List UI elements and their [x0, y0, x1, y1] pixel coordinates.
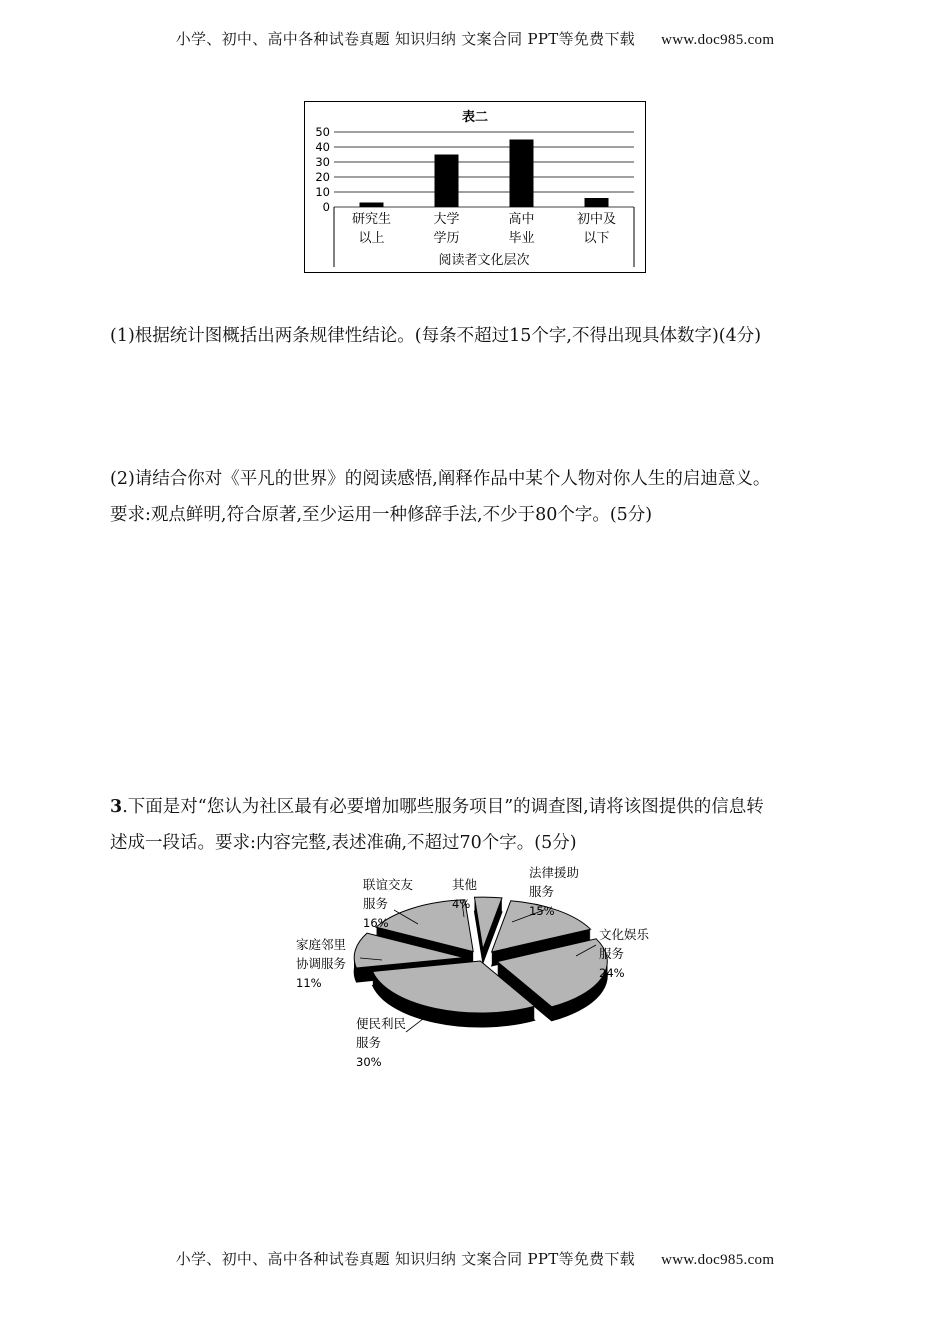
pie-slice-percent: 4% [452, 897, 471, 911]
question-3-line-1 [110, 789, 850, 825]
x-tick-label: 以下 [583, 231, 610, 246]
pie-slice-label: 法律援助 [529, 865, 580, 880]
pie-slice-percent: 30% [356, 1055, 382, 1069]
pie-slice-label: 服务 [599, 946, 625, 961]
bar-chart [304, 101, 646, 273]
bar [360, 203, 384, 208]
pie-slice-label: 文化娱乐 [599, 927, 650, 942]
x-tick-label: 高中 [508, 212, 535, 227]
chart-title: 表二 [461, 110, 489, 125]
y-tick-label: 20 [315, 170, 330, 184]
pie-slice-label: 服务 [529, 884, 555, 899]
x-tick-label: 学历 [433, 231, 460, 246]
pie-slice-percent: 24% [599, 966, 625, 980]
x-tick-label: 研究生 [351, 212, 392, 227]
x-tick-label: 毕业 [508, 231, 535, 246]
pie-slice-label: 协调服务 [296, 956, 347, 971]
pie-chart-figure [286, 862, 686, 1082]
header-site: www.doc985.com [661, 32, 775, 48]
header-text: 小学、初中、高中各种试卷真题 知识归纳 文案合同 PPT等免费下载 [175, 30, 636, 48]
question-3-number: 3 [110, 797, 123, 817]
bar [435, 155, 459, 208]
bar [585, 198, 609, 207]
y-tick-label: 50 [315, 125, 330, 139]
pie-slice-label: 服务 [363, 896, 389, 911]
pie-slice-percent: 15% [529, 904, 555, 918]
x-tick-label: 初中及 [576, 212, 617, 227]
footer-site: www.doc985.com [661, 1252, 775, 1268]
question-3-line-2: 述成一段话。要求:内容完整,表述准确,不超过70个字。(5分) [110, 833, 577, 853]
question-1 [110, 318, 850, 354]
pie-slice-label: 便民利民 [356, 1016, 407, 1031]
question-2 [110, 461, 850, 533]
question-2-line-1: (2)请结合你对《平凡的世界》的阅读感悟,阐释作品中某个人物对你人生的启迪意义。 [110, 469, 771, 489]
question-3-line-1-text: .下面是对“您认为社区最有必要增加哪些服务项目”的调查图,请将该图提供的信息转 [122, 797, 764, 817]
y-tick-label: 40 [315, 140, 330, 154]
pie-slice-label: 服务 [356, 1035, 382, 1050]
footer-text: 小学、初中、高中各种试卷真题 知识归纳 文案合同 PPT等免费下载 [175, 1250, 636, 1268]
bar [510, 140, 534, 208]
x-tick-label: 以上 [358, 231, 385, 246]
page-footer [0, 1248, 950, 1269]
page-header [0, 28, 950, 49]
x-tick-label: 大学 [433, 212, 460, 227]
y-tick-label: 30 [315, 155, 330, 169]
y-tick-label: 10 [315, 185, 330, 199]
chart-frame [305, 102, 646, 273]
question-3 [110, 789, 850, 861]
pie-chart [286, 862, 686, 1082]
pie-slice-label: 其他 [452, 877, 478, 892]
question-1-text: (1)根据统计图概括出两条规律性结论。(每条不超过15个字,不得出现具体数字)(4分) [110, 326, 762, 346]
question-2-line-2: 要求:观点鲜明,符合原著,至少运用一种修辞手法,不少于80个字。(5分) [110, 505, 653, 525]
pie-slice-percent: 16% [363, 916, 389, 930]
pie-slice-label: 家庭邻里 [296, 937, 347, 952]
y-tick-label: 0 [322, 200, 330, 214]
pie-slice-percent: 11% [296, 976, 322, 990]
bar-chart-figure [304, 101, 646, 273]
x-axis-title: 阅读者文化层次 [438, 253, 530, 268]
pie-slice-label: 联谊交友 [363, 877, 414, 892]
